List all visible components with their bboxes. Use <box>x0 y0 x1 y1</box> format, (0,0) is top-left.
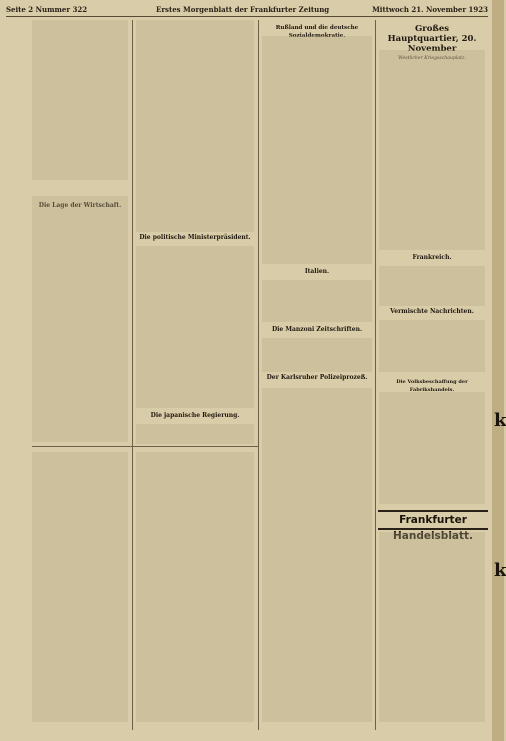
column-2-lower <box>136 410 254 422</box>
page-number: Seite 2 Nummer 322 <box>6 5 88 14</box>
column-rule <box>132 20 133 730</box>
text-block <box>136 424 254 444</box>
section-heading: Italien. <box>304 268 330 275</box>
text-block <box>32 20 128 180</box>
text-block <box>379 532 485 722</box>
issue-date: Mittwoch 21. November 1923 <box>372 5 488 14</box>
section-heading: Die Manzoni Zeitschriften. <box>271 326 363 333</box>
section-heading: Frankreich. <box>412 254 452 261</box>
column-4-france <box>379 252 485 264</box>
text-block <box>136 452 254 722</box>
text-block <box>379 392 485 504</box>
text-block <box>379 266 485 306</box>
text-block <box>262 338 372 372</box>
section-heading: Der Karlsruher Polizeiprozeß. <box>266 374 368 381</box>
edge-letter: k <box>494 410 506 431</box>
column-rule <box>258 20 259 730</box>
text-block <box>136 246 254 408</box>
section-heading: Die Lage der Wirtschaft. <box>38 202 122 209</box>
edge-letter: k <box>494 560 506 581</box>
section-heading: Rußland und die deutsche Sozialdemokratie. <box>275 25 359 39</box>
column-4-misc <box>379 306 485 318</box>
section-heading: Die Volksbeschaffung der Fabrikshandels. <box>396 379 468 393</box>
handelsblatt-title: Frankfurter Handelsblatt. <box>378 510 488 530</box>
section-heading: Die japanische Regierung. <box>150 412 240 419</box>
section-heading: Die politische Ministerpräsident. <box>139 234 251 241</box>
text-block <box>32 452 128 722</box>
section-subheading: Westlicher Kriegsschauplatz. <box>398 56 466 61</box>
text-block <box>379 320 485 372</box>
column-3-karlsruhe <box>262 372 372 384</box>
newspaper-title: Erstes Morgenblatt der Frankfurter Zeitung <box>156 5 330 14</box>
text-block <box>262 388 372 722</box>
section-heading: Großes Hauptquartier, 20. November <box>387 24 477 54</box>
text-block <box>379 50 485 250</box>
column-2 <box>136 232 254 244</box>
page-edge <box>492 0 504 741</box>
column-rule <box>375 20 376 730</box>
column-3-italy <box>262 266 372 278</box>
text-block <box>32 196 128 442</box>
text-block <box>262 280 372 322</box>
text-block <box>262 36 372 264</box>
page-header <box>6 4 488 17</box>
text-block <box>136 20 254 232</box>
column-3-manzoni <box>262 324 372 336</box>
section-heading: Vermischte Nachrichten. <box>390 308 474 315</box>
